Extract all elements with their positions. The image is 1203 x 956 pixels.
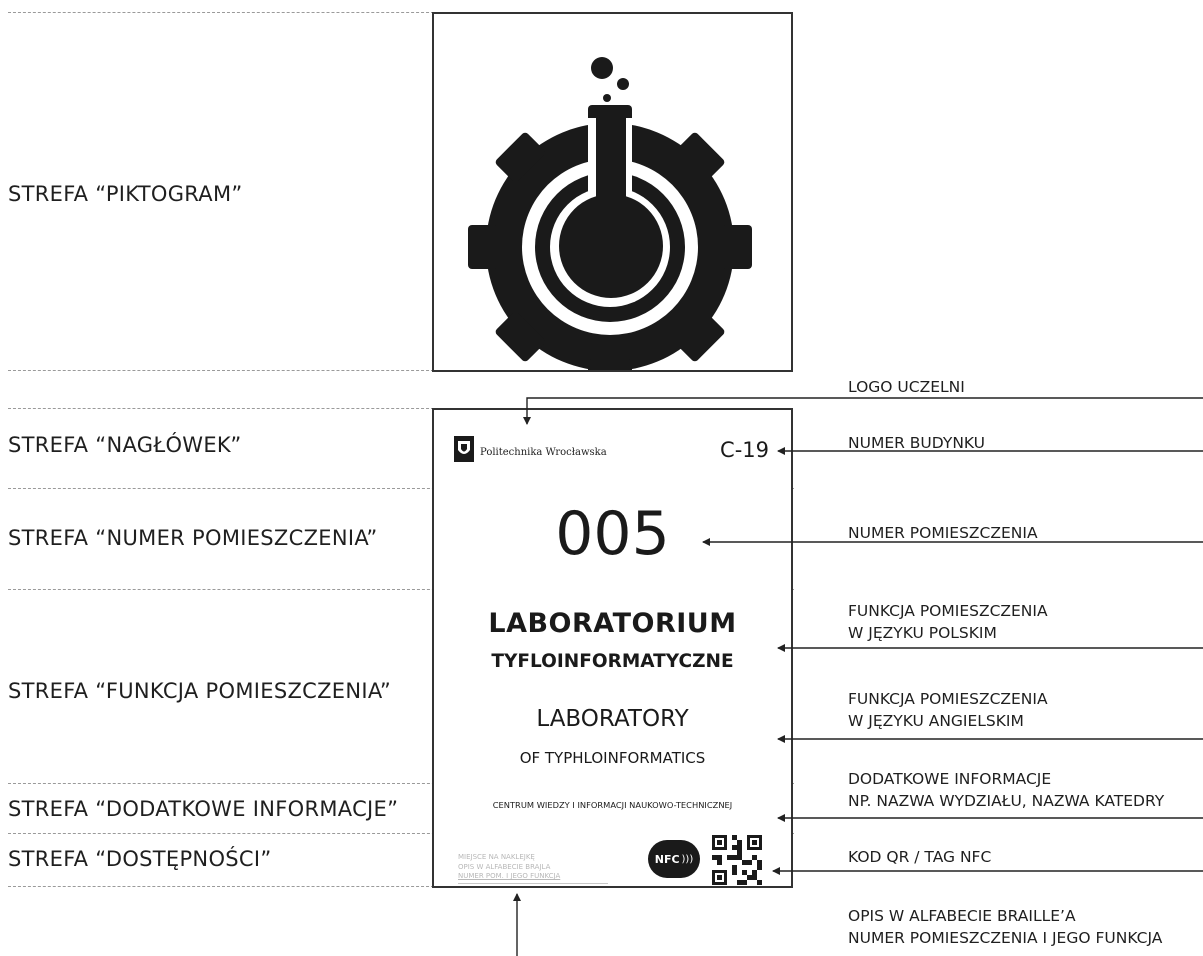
- zone-label-piktogram: STREFA “PIKTOGRAM”: [8, 182, 243, 206]
- function-pl-line2: TYFLOINFORMATYCZNE: [491, 651, 734, 672]
- zone-label-numer: STREFA “NUMER POMIESZCZENIA”: [8, 526, 378, 550]
- anno-function-pl: [848, 600, 1048, 644]
- zone-label-dodatkowe: STREFA “DODATKOWE INFORMACJE”: [8, 797, 399, 821]
- separator-dostepnosci-bottom: [8, 886, 434, 887]
- anno-function-en: [848, 688, 1048, 732]
- zone-label-dostepnosci: STREFA “DOSTĘPNOŚCI”: [8, 847, 272, 871]
- room-number: 005: [555, 499, 670, 569]
- lab-flask-gear-icon: [434, 14, 791, 370]
- nfc-label: NFC: [654, 852, 680, 866]
- braille-placeholder-line1: MIEJSCE NA NAKLEJKĘ: [458, 853, 535, 861]
- qr-code-icon: [712, 835, 762, 885]
- anno-extra-line1: DODATKOWE INFORMACJE: [848, 770, 1052, 788]
- anno-extra: [848, 768, 1164, 812]
- anno-extra-line2: NP. NAZWA WYDZIAŁU, NAZWA KATEDRY: [848, 792, 1165, 810]
- pictogram-panel: [432, 12, 793, 372]
- braille-underline: [458, 883, 608, 884]
- anno-function-pl-line2: W JĘZYKU POLSKIM: [848, 624, 997, 642]
- anno-function-en-line2: W JĘZYKU ANGIELSKIM: [848, 712, 1024, 730]
- anno-qr: KOD QR / TAG NFC: [848, 848, 992, 866]
- anno-braille-line1: OPIS W ALFABECIE BRAILLE’A: [848, 907, 1076, 925]
- anno-logo: LOGO UCZELNI: [848, 378, 965, 396]
- anno-braille: [848, 905, 1162, 949]
- anno-braille-line2: NUMER POMIESZCZENIA I JEGO FUNKCJA: [848, 929, 1163, 947]
- separator-top: [8, 12, 434, 13]
- separator-naglowek-top: [8, 408, 434, 409]
- anno-room: NUMER POMIESZCZENIA: [848, 524, 1038, 542]
- anno-function-pl-line1: FUNKCJA POMIESZCZENIA: [848, 602, 1048, 620]
- separator-piktogram-bottom: [8, 370, 434, 371]
- braille-placeholder: [458, 853, 560, 882]
- sign-panel: [432, 408, 793, 888]
- anno-building: NUMER BUDYNKU: [848, 434, 986, 452]
- university-shield-icon: [454, 436, 474, 462]
- function-pl-line1: LABORATORIUM: [488, 608, 737, 639]
- braille-placeholder-line2: OPIS W ALFABECIE BRAJLA: [458, 862, 551, 871]
- function-en-line1: LABORATORY: [536, 706, 689, 732]
- nfc-icon: NFC ))): [648, 840, 700, 878]
- university-name: Politechnika Wrocławska: [480, 447, 607, 458]
- anno-function-en-line1: FUNKCJA POMIESZCZENIA: [848, 690, 1048, 708]
- function-en-line2: OF TYPHLOINFORMATICS: [519, 749, 706, 767]
- braille-placeholder-line3: NUMER POM. I JEGO FUNKCJA: [458, 872, 561, 880]
- extra-info: CENTRUM WIEDZY I INFORMACJI NAUKOWO-TECHNICZNEJ: [492, 800, 733, 810]
- building-number: C-19: [720, 438, 769, 462]
- zone-label-funkcja: STREFA “FUNKCJA POMIESZCZENIA”: [8, 679, 392, 703]
- zone-label-naglowek: STREFA “NAGŁÓWEK”: [8, 433, 242, 457]
